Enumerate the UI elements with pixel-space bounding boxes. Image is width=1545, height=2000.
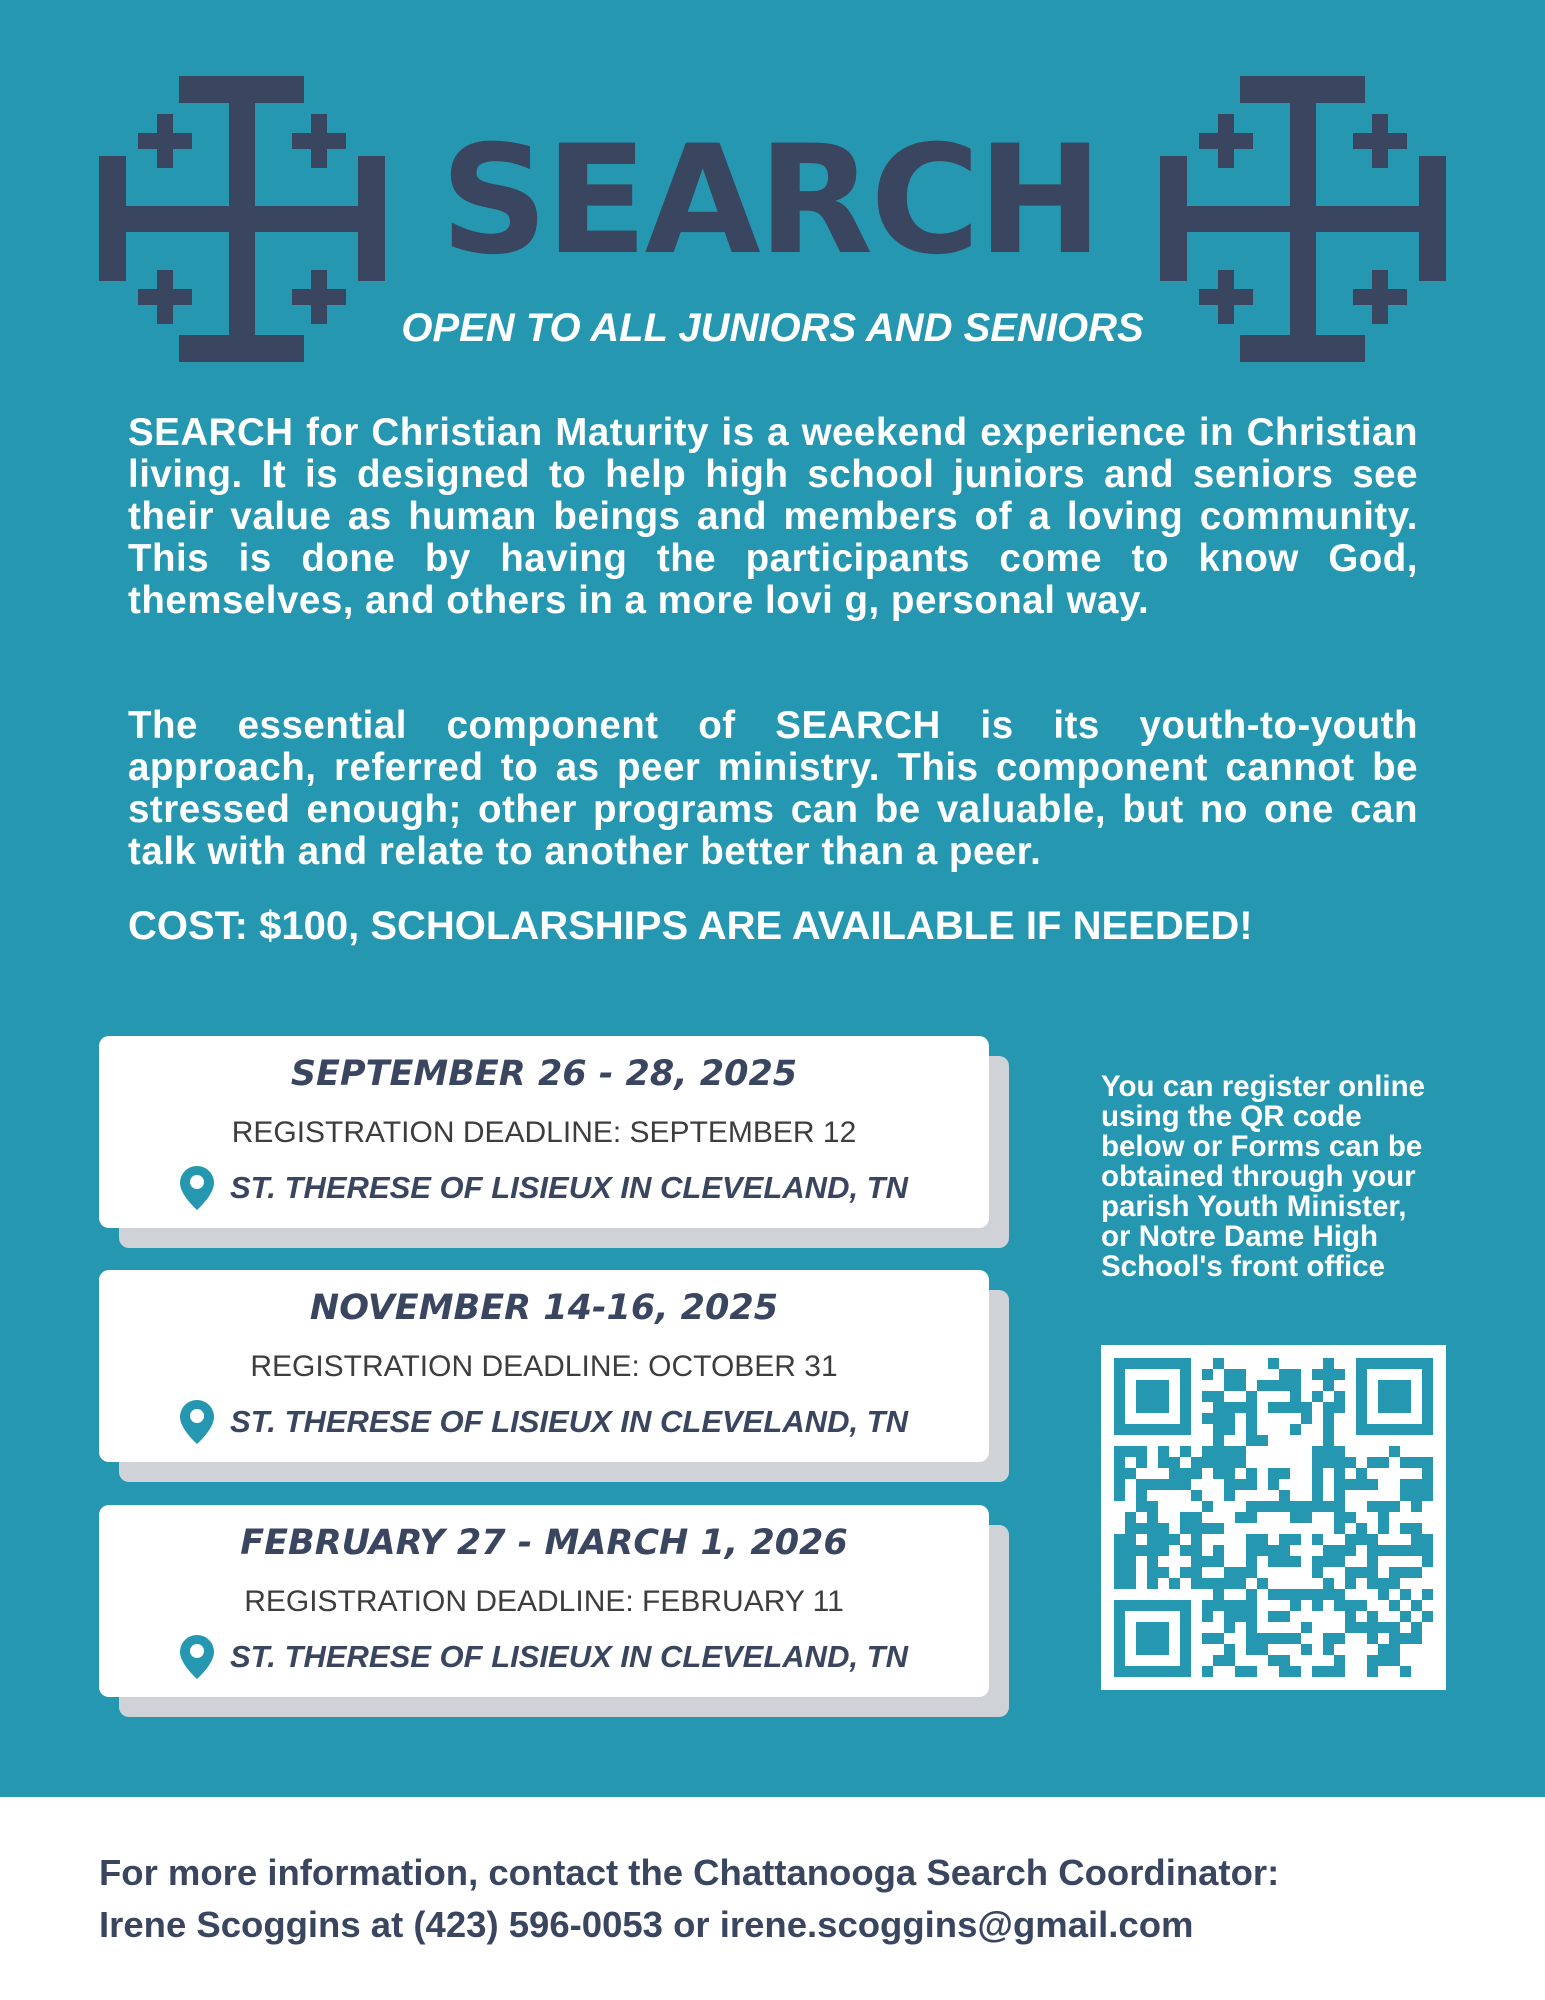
session-card [99,1505,1011,1715]
location-pin-icon [180,1400,214,1444]
session-date: FEBRUARY 27 - MARCH 1, 2026 [240,1523,848,1563]
footer-contact-line-1: For more information, contact the Chattanooga Search Coordinator: [99,1852,1280,1893]
registration-deadline: REGISTRATION DEADLINE: OCTOBER 31 [250,1350,838,1383]
description-paragraph-1: SEARCH for Christian Maturity is a weekend experience in Christian living. It is designed to help high school juniors and seniors see their value as human beings and members of a loving community. This is done by having the participants come to know God, themselves, and others in a more lovi g, personal way. [128,411,1418,622]
footer-contact-line-2: Irene Scoggins at (423) 596-0053 or irene.scoggins@gmail.com [99,1904,1194,1945]
card-body [99,1036,989,1228]
session-date: NOVEMBER 14-16, 2025 [309,1288,779,1328]
card-body [99,1270,989,1462]
registration-note: You can register online using the QR code below or Forms can be obtained through your parish Youth Minister, or Notre Dame High School's front office [1101,1070,1426,1283]
card-body [99,1505,989,1697]
cost-text: COST: $100, SCHOLARSHIPS ARE AVAILABLE IF NEEDED! [128,904,1253,948]
description-paragraph-2: The essential component of SEARCH is its youth-to-youth approach, referred to as peer ministry. This component cannot be stressed enough; other programs can be valuable, but no one can talk with and relate to another better than a peer. [128,704,1418,873]
page-title: SEARCH [440,114,1100,288]
session-card [99,1036,1011,1246]
location-text: ST. THERESE OF LISIEUX IN CLEVELAND, TN [229,1639,909,1674]
location-pin-icon [180,1166,214,1210]
qr-code-icon[interactable] [1101,1345,1446,1690]
session-location [99,1166,989,1210]
registration-deadline: REGISTRATION DEADLINE: SEPTEMBER 12 [231,1116,857,1149]
session-location [99,1635,989,1679]
session-date: SEPTEMBER 26 - 28, 2025 [290,1054,798,1094]
tagline: OPEN TO ALL JUNIORS AND SENIORS [401,306,1144,350]
location-text: ST. THERESE OF LISIEUX IN CLEVELAND, TN [229,1170,909,1205]
session-location [99,1400,989,1444]
location-pin-icon [180,1635,214,1679]
qr-code-graphic [1101,1345,1446,1690]
session-card [99,1270,1011,1480]
location-text: ST. THERESE OF LISIEUX IN CLEVELAND, TN [229,1404,909,1439]
registration-deadline: REGISTRATION DEADLINE: FEBRUARY 11 [244,1585,844,1618]
